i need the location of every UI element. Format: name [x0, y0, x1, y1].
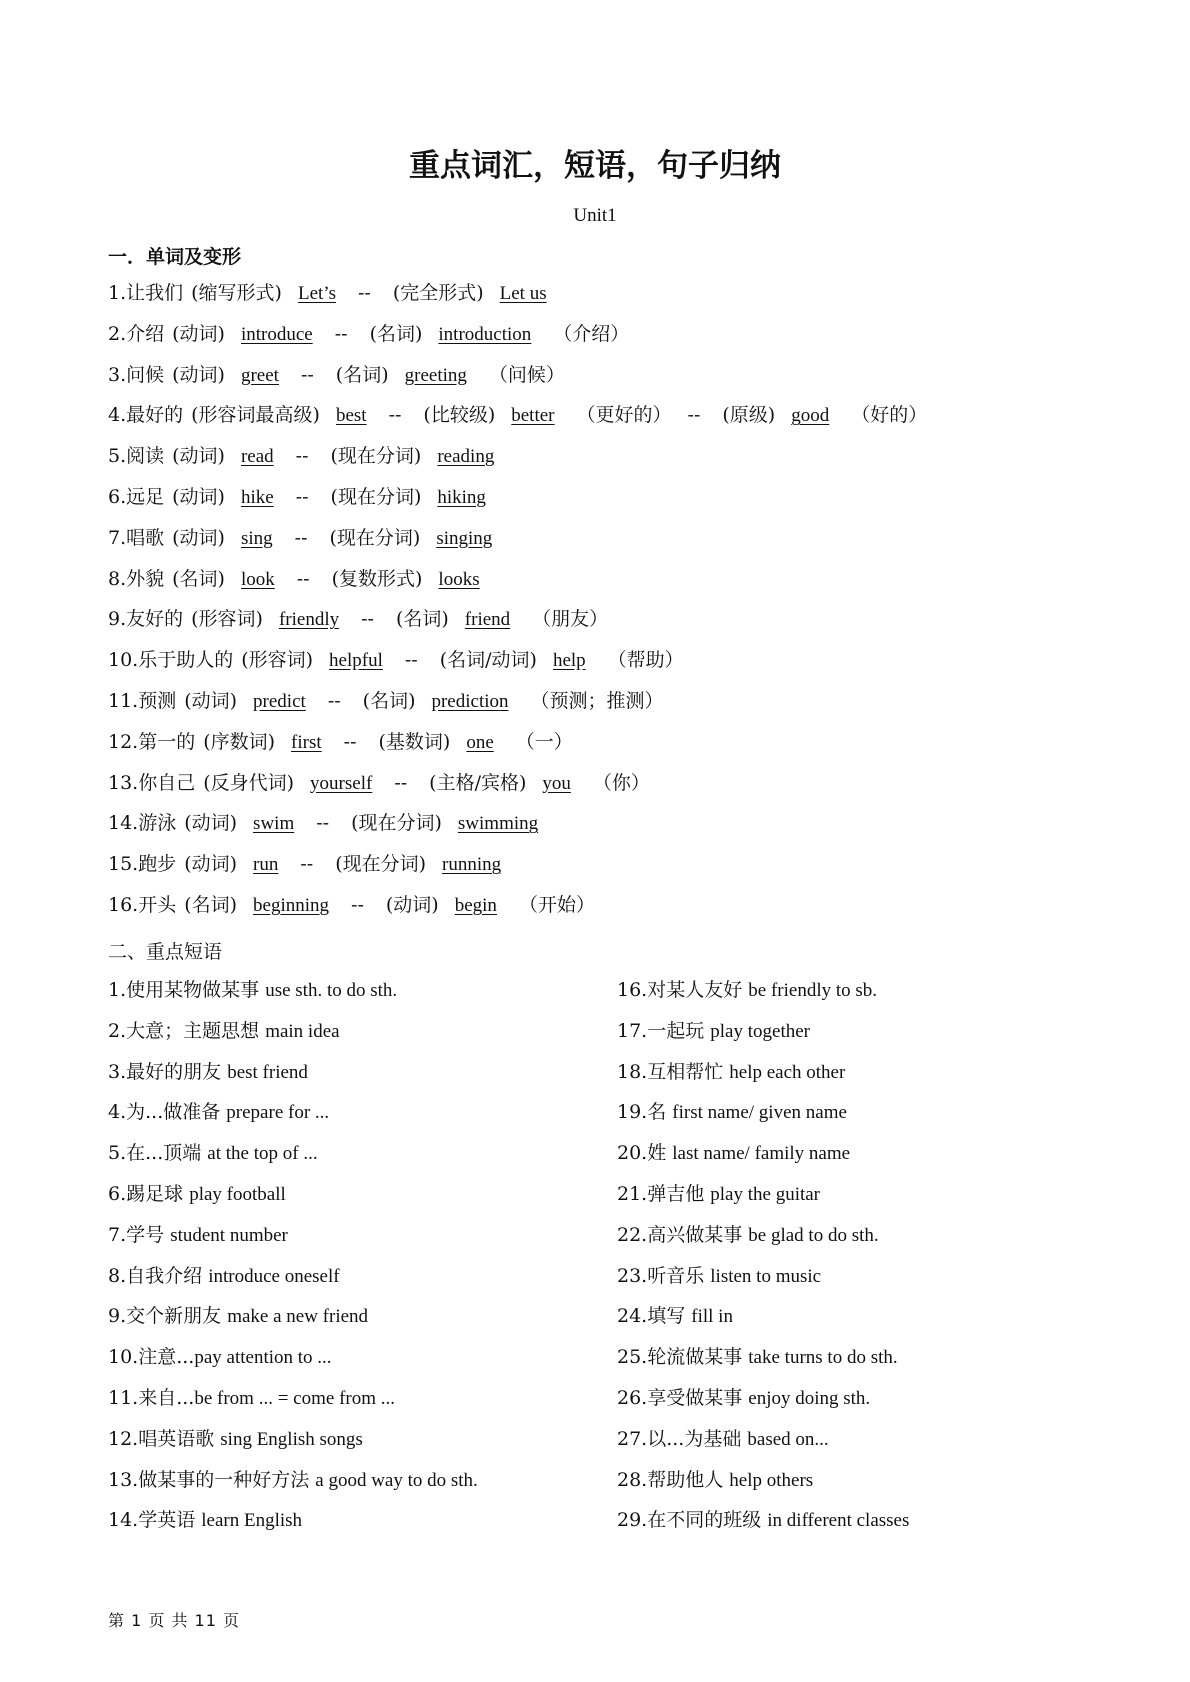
vocab-text: (形容词最高级): [191, 404, 320, 427]
vocab-text: 6.远足: [108, 486, 165, 508]
vocab-text: 7.唱歌: [108, 526, 165, 549]
vocab-text: --: [334, 322, 348, 345]
phrase-item: [108, 1507, 302, 1534]
vocab-text: 16.开头: [108, 894, 177, 916]
vocab-text: (现在分词): [351, 812, 442, 835]
vocab-text: (动词): [172, 486, 225, 508]
vocab-row: [108, 566, 502, 593]
vocab-text: --: [357, 282, 371, 304]
phrase-item: [108, 1140, 318, 1167]
vocab-text: 12.第一的: [108, 730, 196, 753]
vocab-row: [108, 810, 560, 837]
phrase-english: play the guitar: [710, 1184, 821, 1205]
vocab-text: (动词): [172, 526, 225, 549]
phrase-english: be glad to do sth.: [748, 1224, 879, 1246]
phrase-english: best friend: [227, 1061, 308, 1083]
vocab-row: [108, 402, 943, 429]
vocab-text: --: [388, 404, 402, 427]
vocab-row: [108, 443, 516, 470]
phrase-item: [108, 1344, 332, 1371]
phrase-chinese: 18.互相帮忙: [617, 1060, 724, 1083]
vocab-word: swimming: [457, 813, 539, 835]
vocab-word: hiking: [437, 487, 486, 508]
vocab-word: prediction: [431, 691, 509, 712]
vocab-word: looks: [438, 568, 480, 590]
vocab-text: --: [295, 486, 309, 508]
phrase-english: introduce oneself: [208, 1265, 340, 1287]
phrase-item: [108, 1303, 368, 1330]
vocab-text: --: [343, 730, 357, 753]
phrase-chinese: 21.弹吉他: [617, 1183, 705, 1205]
phrase-item: [617, 1263, 821, 1290]
phrase-english: prepare for ...: [226, 1102, 330, 1124]
vocab-text: 10.乐于助人的: [108, 649, 234, 672]
vocab-text: (缩写形式): [191, 282, 282, 304]
vocab-text: (名词): [362, 690, 416, 712]
phrase-chinese: 22.高兴做某事: [617, 1223, 743, 1246]
vocab-word: yourself: [310, 772, 373, 794]
phrase-english: pay attention to ...: [194, 1347, 332, 1369]
vocab-word: first: [291, 731, 322, 753]
phrase-english: student number: [170, 1224, 288, 1246]
vocab-text: （好的）: [851, 404, 928, 427]
vocab-text: (名词): [335, 363, 389, 386]
phrase-chinese: 1.使用某物做某事: [108, 979, 260, 1001]
vocab-row: [108, 729, 589, 756]
vocab-word: greeting: [404, 364, 467, 386]
phrase-english: based on...: [747, 1428, 829, 1450]
phrase-item: [108, 1181, 286, 1208]
vocab-text: --: [351, 894, 364, 916]
vocab-text: 3.问候: [108, 363, 165, 386]
phrase-item: [108, 1467, 478, 1494]
phrase-item: [617, 1344, 898, 1371]
vocab-word: good: [791, 405, 830, 427]
phrase-english: last name/ family name: [672, 1143, 851, 1165]
vocab-text: (动词): [184, 690, 238, 712]
phrase-english: be from ... = come from ...: [194, 1388, 396, 1409]
vocab-text: （介绍）: [553, 322, 630, 345]
vocab-text: (名词/动词): [439, 649, 537, 672]
vocab-text: --: [294, 526, 308, 549]
vocab-word: Let us: [499, 283, 547, 304]
phrase-item: [108, 1426, 363, 1453]
phrase-chinese: 12.唱英语歌: [108, 1427, 215, 1450]
vocab-text: --: [316, 812, 330, 835]
vocab-text: --: [300, 363, 314, 386]
vocab-word: friendly: [278, 609, 340, 631]
phrase-item: [617, 1303, 733, 1330]
vocab-word: begin: [454, 895, 497, 916]
vocab-text: 9.友好的: [108, 608, 184, 631]
vocab-text: --: [361, 608, 374, 631]
phrase-chinese: 9.交个新朋友: [108, 1305, 222, 1328]
vocab-word: run: [253, 854, 279, 876]
vocab-text: (名词): [172, 567, 225, 590]
phrase-chinese: 27.以...为基础: [617, 1427, 742, 1450]
vocab-row: [108, 484, 508, 511]
phrase-chinese: 24.填写: [617, 1305, 686, 1328]
phrase-item: [617, 1507, 909, 1534]
section-heading-vocabulary: 一．单词及变形: [108, 246, 242, 268]
phrase-chinese: 28.帮助他人: [617, 1468, 724, 1491]
vocab-row: [108, 280, 569, 307]
vocab-text: 11.预测: [108, 690, 177, 712]
phrase-item: [617, 1385, 870, 1412]
vocab-word: singing: [436, 527, 493, 549]
phrase-item: [617, 1140, 850, 1167]
vocab-row: [108, 321, 645, 348]
vocab-text: （帮助）: [607, 649, 684, 672]
phrase-chinese: 5.在...顶端: [108, 1142, 202, 1165]
phrase-chinese: 8.自我介绍: [108, 1264, 203, 1287]
phrase-chinese: 2.大意；主题思想: [108, 1019, 260, 1042]
vocab-text: （朋友）: [532, 608, 609, 631]
vocab-word: predict: [253, 691, 306, 712]
phrase-item: [108, 1018, 340, 1045]
vocab-text: (反身代词): [203, 771, 295, 794]
phrase-english: fill in: [691, 1306, 733, 1328]
vocab-text: (现在分词): [330, 445, 422, 468]
vocab-text: --: [394, 771, 408, 794]
vocab-text: --: [687, 404, 701, 427]
phrase-item: [617, 1099, 847, 1126]
phrase-english: be friendly to sb.: [748, 980, 878, 1001]
vocab-word: look: [240, 568, 275, 590]
vocab-word: swim: [253, 813, 295, 835]
phrase-item: [108, 1099, 329, 1126]
vocab-word: Let’s: [297, 283, 336, 304]
phrase-item: [617, 1059, 845, 1086]
vocab-text: (名词): [395, 608, 449, 631]
vocab-row: [108, 688, 680, 715]
vocab-text: --: [404, 649, 418, 672]
phrase-chinese: 3.最好的朋友: [108, 1060, 222, 1083]
phrase-english: play football: [189, 1184, 286, 1205]
vocab-text: (基数词): [378, 730, 451, 753]
phrase-english: listen to music: [710, 1265, 822, 1287]
vocab-text: (动词): [172, 363, 225, 386]
vocab-text: 8.外貌: [108, 567, 165, 590]
vocab-word: friend: [464, 609, 511, 631]
vocab-word: read: [240, 446, 274, 468]
phrase-english: help others: [729, 1469, 814, 1491]
phrase-item: [617, 1181, 820, 1208]
vocab-text: 5.阅读: [108, 445, 165, 468]
phrase-item: [617, 977, 877, 1004]
phrase-item: [617, 1222, 879, 1249]
vocab-text: （问候）: [488, 363, 565, 386]
phrase-english: first name/ given name: [672, 1102, 847, 1124]
vocab-text: (现在分词): [330, 486, 422, 508]
phrase-english: learn English: [201, 1510, 303, 1532]
vocab-word: beginning: [253, 895, 330, 916]
vocab-word: you: [542, 772, 571, 794]
vocab-row: [108, 647, 700, 674]
phrase-english: play together: [710, 1020, 810, 1042]
vocab-text: (名词): [184, 894, 238, 916]
page-title: 重点词汇，短语，句子归纳: [409, 148, 781, 184]
vocab-text: （开始）: [518, 894, 595, 916]
vocab-text: --: [300, 853, 314, 876]
vocab-text: (形容词): [241, 649, 314, 672]
phrase-chinese: 20.姓: [617, 1142, 667, 1165]
vocab-text: (形容词): [191, 608, 263, 631]
phrase-english: help each other: [729, 1061, 846, 1083]
vocab-text: --: [327, 690, 341, 712]
vocab-text: 15.跑步: [108, 853, 177, 876]
vocab-text: (复数形式): [331, 567, 423, 590]
vocab-text: --: [296, 567, 310, 590]
vocab-text: （预测；推测）: [530, 690, 664, 712]
phrase-chinese: 26.享受做某事: [617, 1387, 743, 1409]
phrase-english: use sth. to do sth.: [265, 980, 398, 1001]
vocab-row: [108, 770, 666, 797]
section-heading-phrases: 二、重点短语: [108, 941, 223, 963]
vocab-word: running: [442, 854, 502, 876]
phrase-english: at the top of ...: [207, 1143, 318, 1165]
vocab-text: 13.你自己: [108, 771, 196, 794]
vocab-text: (主格/宾格): [429, 771, 527, 794]
phrase-english: enjoy doing sth.: [748, 1388, 871, 1409]
phrase-item: [108, 1263, 340, 1290]
vocab-text: (动词): [172, 322, 225, 345]
phrase-item: [617, 1426, 829, 1453]
vocab-word: helpful: [329, 650, 383, 672]
vocab-row: [108, 362, 581, 389]
phrase-chinese: 29.在不同的班级: [617, 1509, 762, 1532]
page-footer: 第 1 页 共 11 页: [108, 1611, 240, 1630]
vocab-text: 14.游泳: [108, 812, 177, 835]
phrase-item: [108, 977, 397, 1004]
phrase-chinese: 11.来自...: [108, 1387, 195, 1409]
vocab-row: [108, 892, 611, 919]
phrase-chinese: 19.名: [617, 1101, 667, 1124]
vocab-text: (比较级): [423, 404, 496, 427]
vocab-text: (名词): [369, 322, 423, 345]
vocab-word: better: [511, 405, 555, 427]
phrase-chinese: 17.一起玩: [617, 1019, 705, 1042]
vocab-row: [108, 851, 523, 878]
phrase-chinese: 23.听音乐: [617, 1264, 705, 1287]
phrase-item: [108, 1385, 395, 1412]
phrase-english: make a new friend: [227, 1306, 369, 1328]
phrase-chinese: 4.为...做准备: [108, 1101, 221, 1124]
phrase-chinese: 13.做某事的一种好方法: [108, 1468, 310, 1491]
vocab-text: 2.介绍: [108, 322, 165, 345]
phrase-chinese: 7.学号: [108, 1223, 165, 1246]
phrase-item: [108, 1059, 308, 1086]
vocab-word: help: [552, 650, 586, 672]
vocab-text: (序数词): [203, 730, 276, 753]
phrase-item: [617, 1018, 810, 1045]
vocab-text: 4.最好的: [108, 404, 184, 427]
unit-label: Unit1: [573, 205, 617, 226]
phrase-english: main idea: [265, 1020, 340, 1042]
phrase-english: a good way to do sth.: [315, 1469, 478, 1491]
vocab-row: [108, 525, 514, 552]
vocab-text: （一）: [515, 730, 573, 753]
phrase-chinese: 14.学英语: [108, 1509, 196, 1532]
phrase-english: sing English songs: [220, 1428, 363, 1450]
phrase-chinese: 16.对某人友好: [617, 979, 743, 1001]
vocab-text: 1.让我们: [108, 282, 184, 304]
vocab-word: reading: [437, 446, 495, 468]
vocab-text: (原级): [722, 404, 776, 427]
vocab-text: (动词): [184, 812, 238, 835]
phrase-chinese: 10.注意...: [108, 1346, 195, 1369]
phrase-chinese: 25.轮流做某事: [617, 1346, 743, 1369]
vocab-text: --: [295, 445, 309, 468]
vocab-text: (动词): [184, 853, 238, 876]
vocab-word: hike: [240, 487, 274, 508]
vocab-word: introduce: [240, 323, 313, 345]
vocab-text: （你）: [592, 771, 650, 794]
vocab-word: one: [466, 731, 494, 753]
vocab-word: sing: [240, 527, 273, 549]
vocab-text: (动词): [172, 445, 225, 468]
vocab-text: (现在分词): [335, 853, 427, 876]
vocab-text: (现在分词): [329, 526, 421, 549]
vocab-word: greet: [240, 364, 279, 386]
phrase-item: [617, 1467, 813, 1494]
vocab-text: (动词): [385, 894, 439, 916]
vocab-word: best: [335, 405, 367, 427]
vocab-text: （更好的）: [576, 404, 672, 427]
phrase-english: in different classes: [767, 1510, 910, 1532]
phrase-chinese: 6.踢足球: [108, 1183, 184, 1205]
vocab-word: introduction: [438, 323, 532, 345]
vocab-text: (完全形式): [392, 282, 484, 304]
vocab-row: [108, 606, 624, 633]
phrase-item: [108, 1222, 288, 1249]
phrase-english: take turns to do sth.: [748, 1347, 898, 1369]
